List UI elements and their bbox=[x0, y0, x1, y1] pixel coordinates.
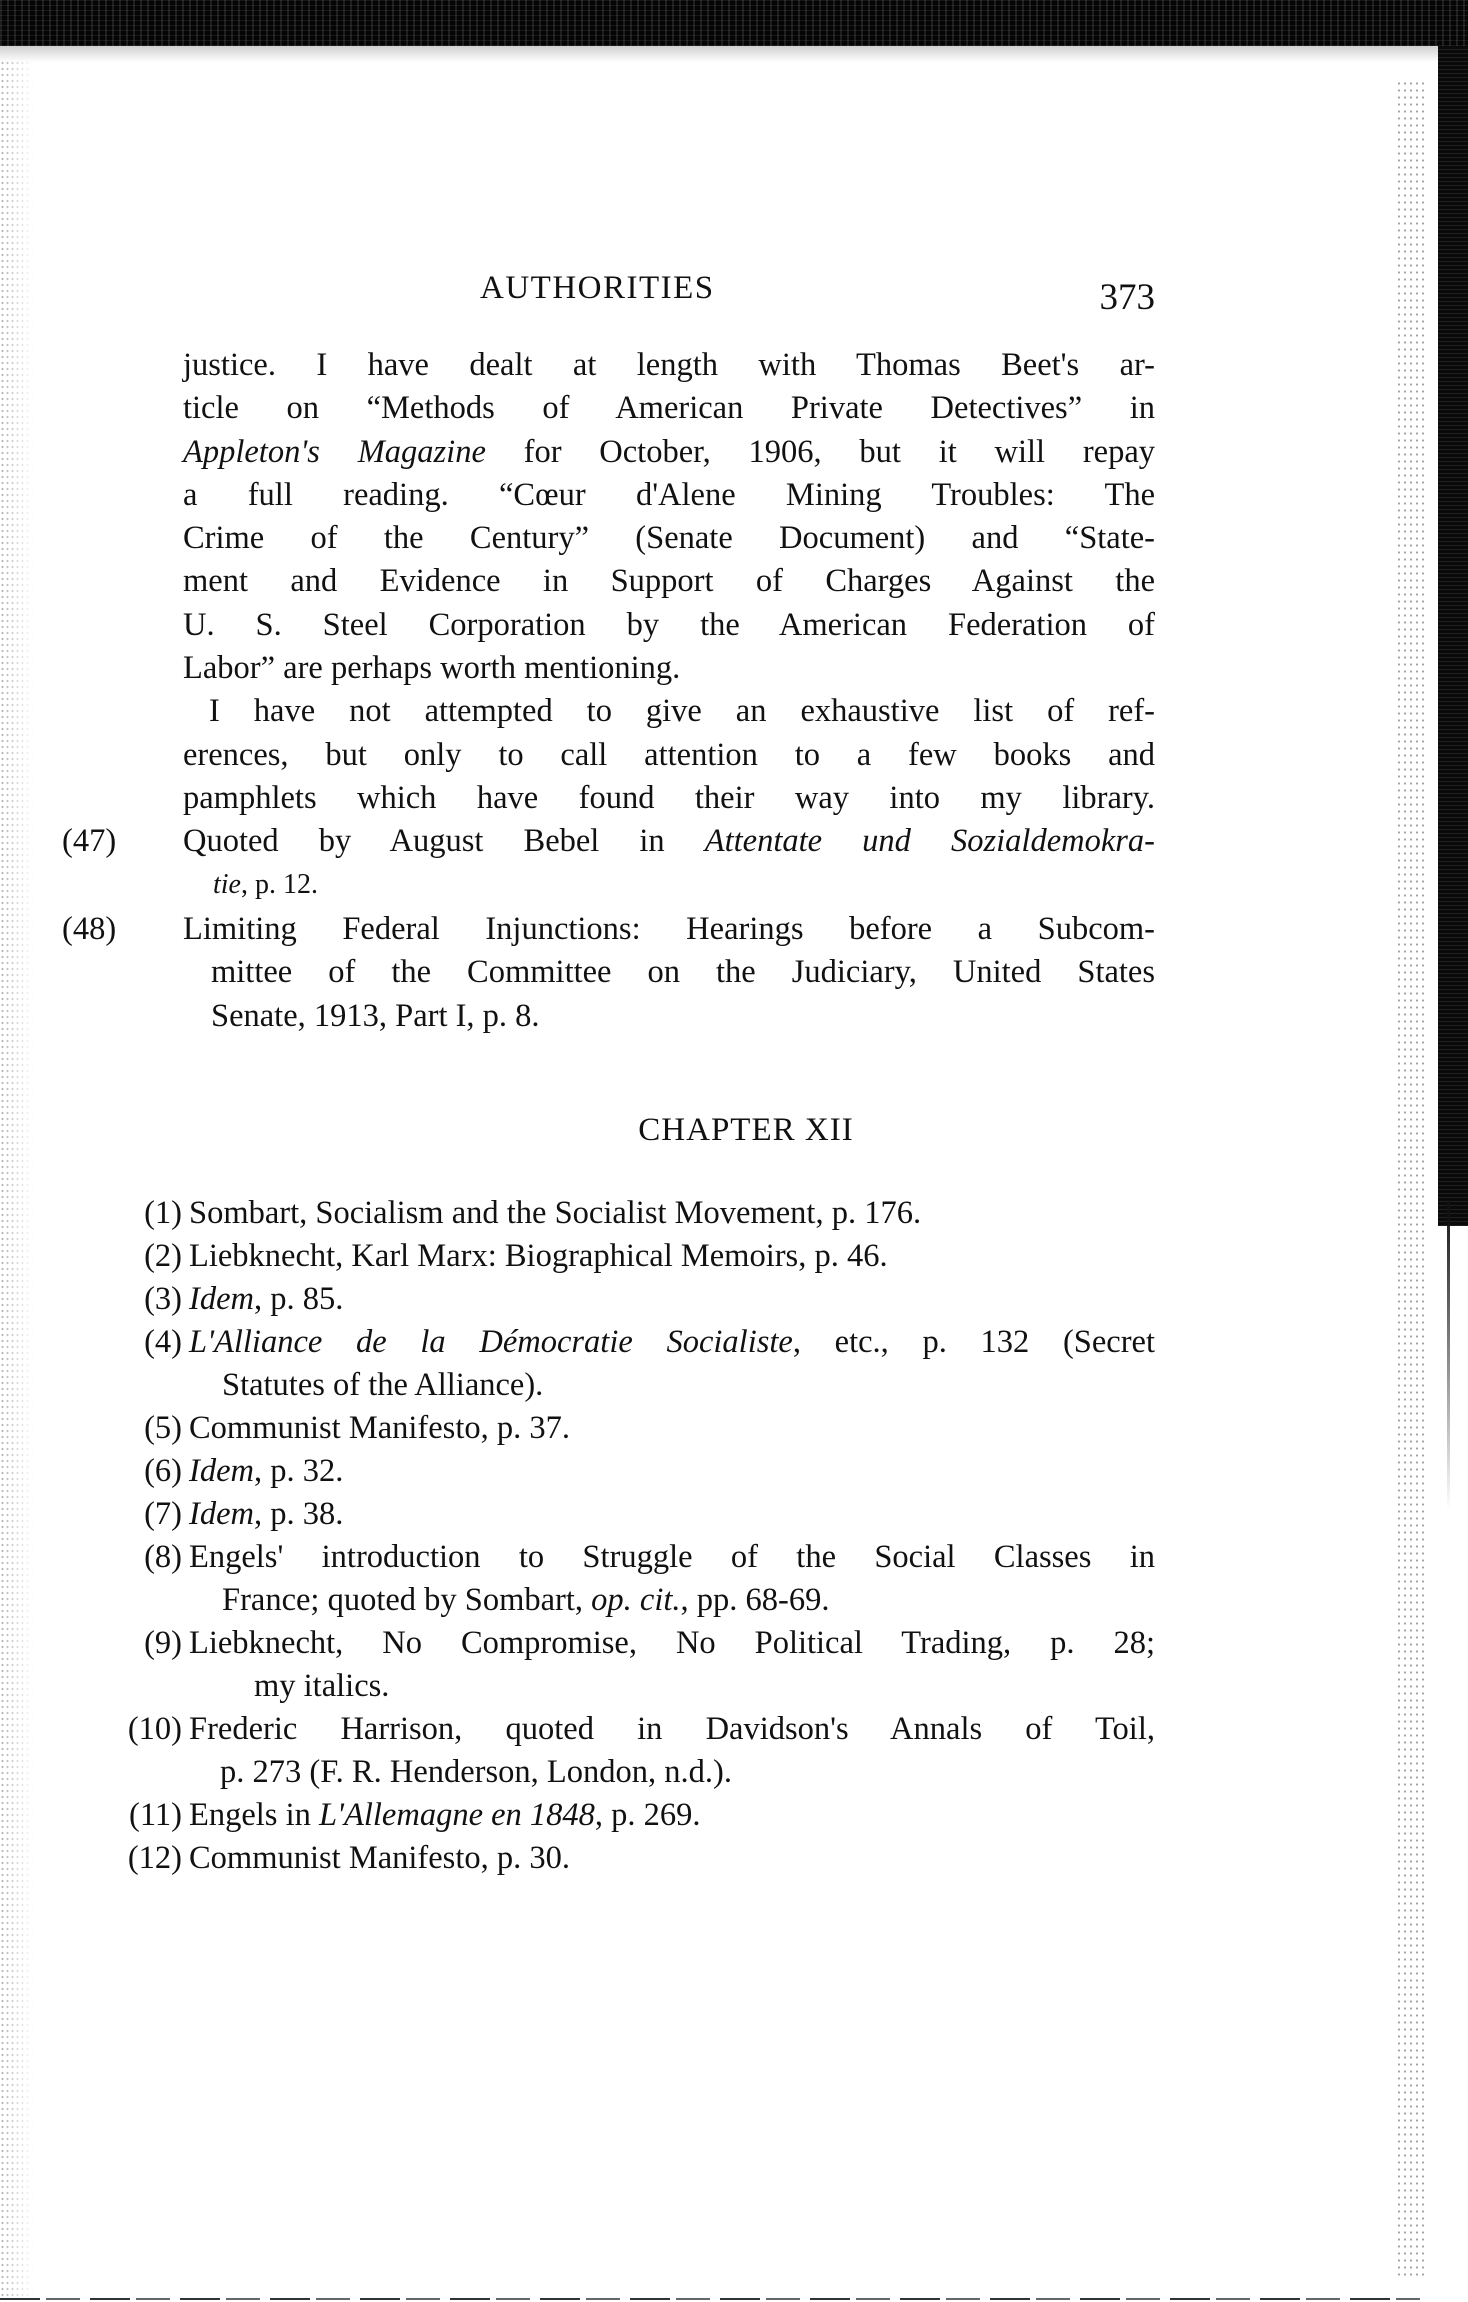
note-number: (10) bbox=[127, 1711, 182, 1747]
note-body bbox=[189, 1450, 1155, 1493]
italic-idem: Idem bbox=[189, 1496, 254, 1532]
text-line: erences, but only to call attention to a few books and bbox=[183, 736, 1155, 773]
note-number: (6) bbox=[144, 1453, 182, 1489]
italic-op-cit: op. cit. bbox=[591, 1582, 681, 1619]
italic-idem: Idem bbox=[189, 1281, 254, 1317]
note-line: Communist Manifesto, p. 37. bbox=[189, 1410, 570, 1446]
note-line: Limiting Federal Injunctions: Hearings before a Subcom- bbox=[183, 911, 1155, 947]
note-continuation bbox=[183, 344, 1155, 820]
page-number: 373 bbox=[1099, 277, 1155, 318]
note-number: (3) bbox=[144, 1281, 182, 1317]
note-number: (11) bbox=[129, 1797, 182, 1833]
note-number: (47) bbox=[62, 823, 117, 859]
italic-title: L'Alliance de la Démocratie Socialiste bbox=[189, 1324, 793, 1360]
note-line: Idem, p. 38. bbox=[189, 1496, 344, 1532]
note-line: Statutes of the Alliance). bbox=[222, 1367, 544, 1404]
note-line: Liebknecht, Karl Marx: Biographical Memoirs, p. 46. bbox=[189, 1238, 888, 1274]
text-line: U. S. Steel Corporation by the American Federation of bbox=[183, 606, 1155, 643]
note-number: (8) bbox=[144, 1539, 182, 1575]
note-number: (12) bbox=[127, 1840, 182, 1876]
running-head bbox=[180, 270, 1155, 320]
note-line: Communist Manifesto, p. 30. bbox=[189, 1840, 570, 1876]
note-line: Engels in L'Allemagne en 1848, p. 269. bbox=[189, 1797, 701, 1833]
note-line: Liebknecht, No Compromise, No Political Trading, p. 28; bbox=[189, 1625, 1155, 1661]
continuation-paragraph-2 bbox=[183, 690, 1155, 820]
text-line: Appleton's Magazine for October, 1906, but it will repay bbox=[183, 433, 1155, 470]
note-number: (7) bbox=[144, 1496, 182, 1532]
text-line: Labor” are perhaps worth mentioning. bbox=[183, 650, 681, 687]
note-body bbox=[189, 1622, 1155, 1709]
note-line: Idem, p. 85. bbox=[189, 1281, 344, 1317]
note-line: mittee of the Committee on the Judiciary, United States bbox=[211, 954, 1155, 991]
italic-title: Appleton's Magazine bbox=[183, 433, 486, 470]
note-body bbox=[189, 1837, 1155, 1880]
note-number: (48) bbox=[62, 911, 117, 947]
note-line: France; quoted by Sombart, op. cit., pp. 68-69. bbox=[222, 1582, 830, 1619]
note-number: (1) bbox=[144, 1195, 182, 1231]
note-body bbox=[189, 1235, 1155, 1278]
text-line: I have not attempted to give an exhaustive list of ref- bbox=[209, 693, 1155, 730]
italic-title: Attentate und Sozialdemokra- bbox=[704, 823, 1155, 859]
note-number: (5) bbox=[144, 1410, 182, 1446]
note-body bbox=[189, 1794, 1155, 1837]
chapter-heading: CHAPTER XII bbox=[638, 1112, 854, 1148]
note-line: Quoted by August Bebel in Attentate und Sozialdemokra- bbox=[183, 823, 1155, 859]
continuation-paragraph-1 bbox=[183, 344, 1155, 690]
note-line: Sombart, Socialism and the Socialist Movement, p. 176. bbox=[189, 1195, 922, 1231]
text-line: pamphlets which have found their way into my library. bbox=[183, 779, 1155, 816]
note-line: L'Alliance de la Démocratie Socialiste, etc., p. 132 (Secret bbox=[189, 1324, 1155, 1360]
note-line: p. 273 (F. R. Henderson, London, n.d.). bbox=[220, 1754, 732, 1791]
italic-idem: Idem bbox=[189, 1453, 254, 1489]
note-line: Frederic Harrison, quoted in Davidson's Annals of Toil, bbox=[189, 1711, 1155, 1747]
italic-title: L'Allemagne en 1848 bbox=[318, 1797, 595, 1833]
text-line: a full reading. “Cœur d'Alene Mining Troubles: The bbox=[183, 476, 1155, 513]
note-number: (2) bbox=[144, 1238, 182, 1274]
text-line: ment and Evidence in Support of Charges Against the bbox=[183, 563, 1155, 600]
note-body bbox=[189, 1536, 1155, 1623]
note-body bbox=[183, 820, 1155, 907]
note-number: (9) bbox=[144, 1625, 182, 1661]
note-line: Engels' introduction to Struggle of the Social Classes in bbox=[189, 1539, 1155, 1575]
note-line: Idem, p. 32. bbox=[189, 1453, 344, 1489]
note-body bbox=[189, 1493, 1155, 1536]
text-line: justice. I have dealt at length with Thomas Beet's ar- bbox=[183, 347, 1155, 383]
note-line: my italics. bbox=[254, 1668, 390, 1705]
text-line: ticle on “Methods of American Private Detectives” in bbox=[183, 390, 1155, 427]
note-body bbox=[189, 1407, 1155, 1450]
running-head-title: AUTHORITIES bbox=[480, 270, 715, 306]
note-body bbox=[189, 1708, 1155, 1795]
note-number: (4) bbox=[144, 1324, 182, 1360]
note-body bbox=[183, 908, 1155, 1038]
note-body bbox=[189, 1278, 1155, 1321]
note-body bbox=[189, 1321, 1155, 1408]
note-line: Senate, 1913, Part I, p. 8. bbox=[211, 997, 540, 1034]
note-line: tie, p. 12. bbox=[213, 869, 318, 901]
text-line: Crime of the Century” (Senate Document) and “State- bbox=[183, 520, 1155, 557]
note-body bbox=[189, 1192, 1155, 1235]
